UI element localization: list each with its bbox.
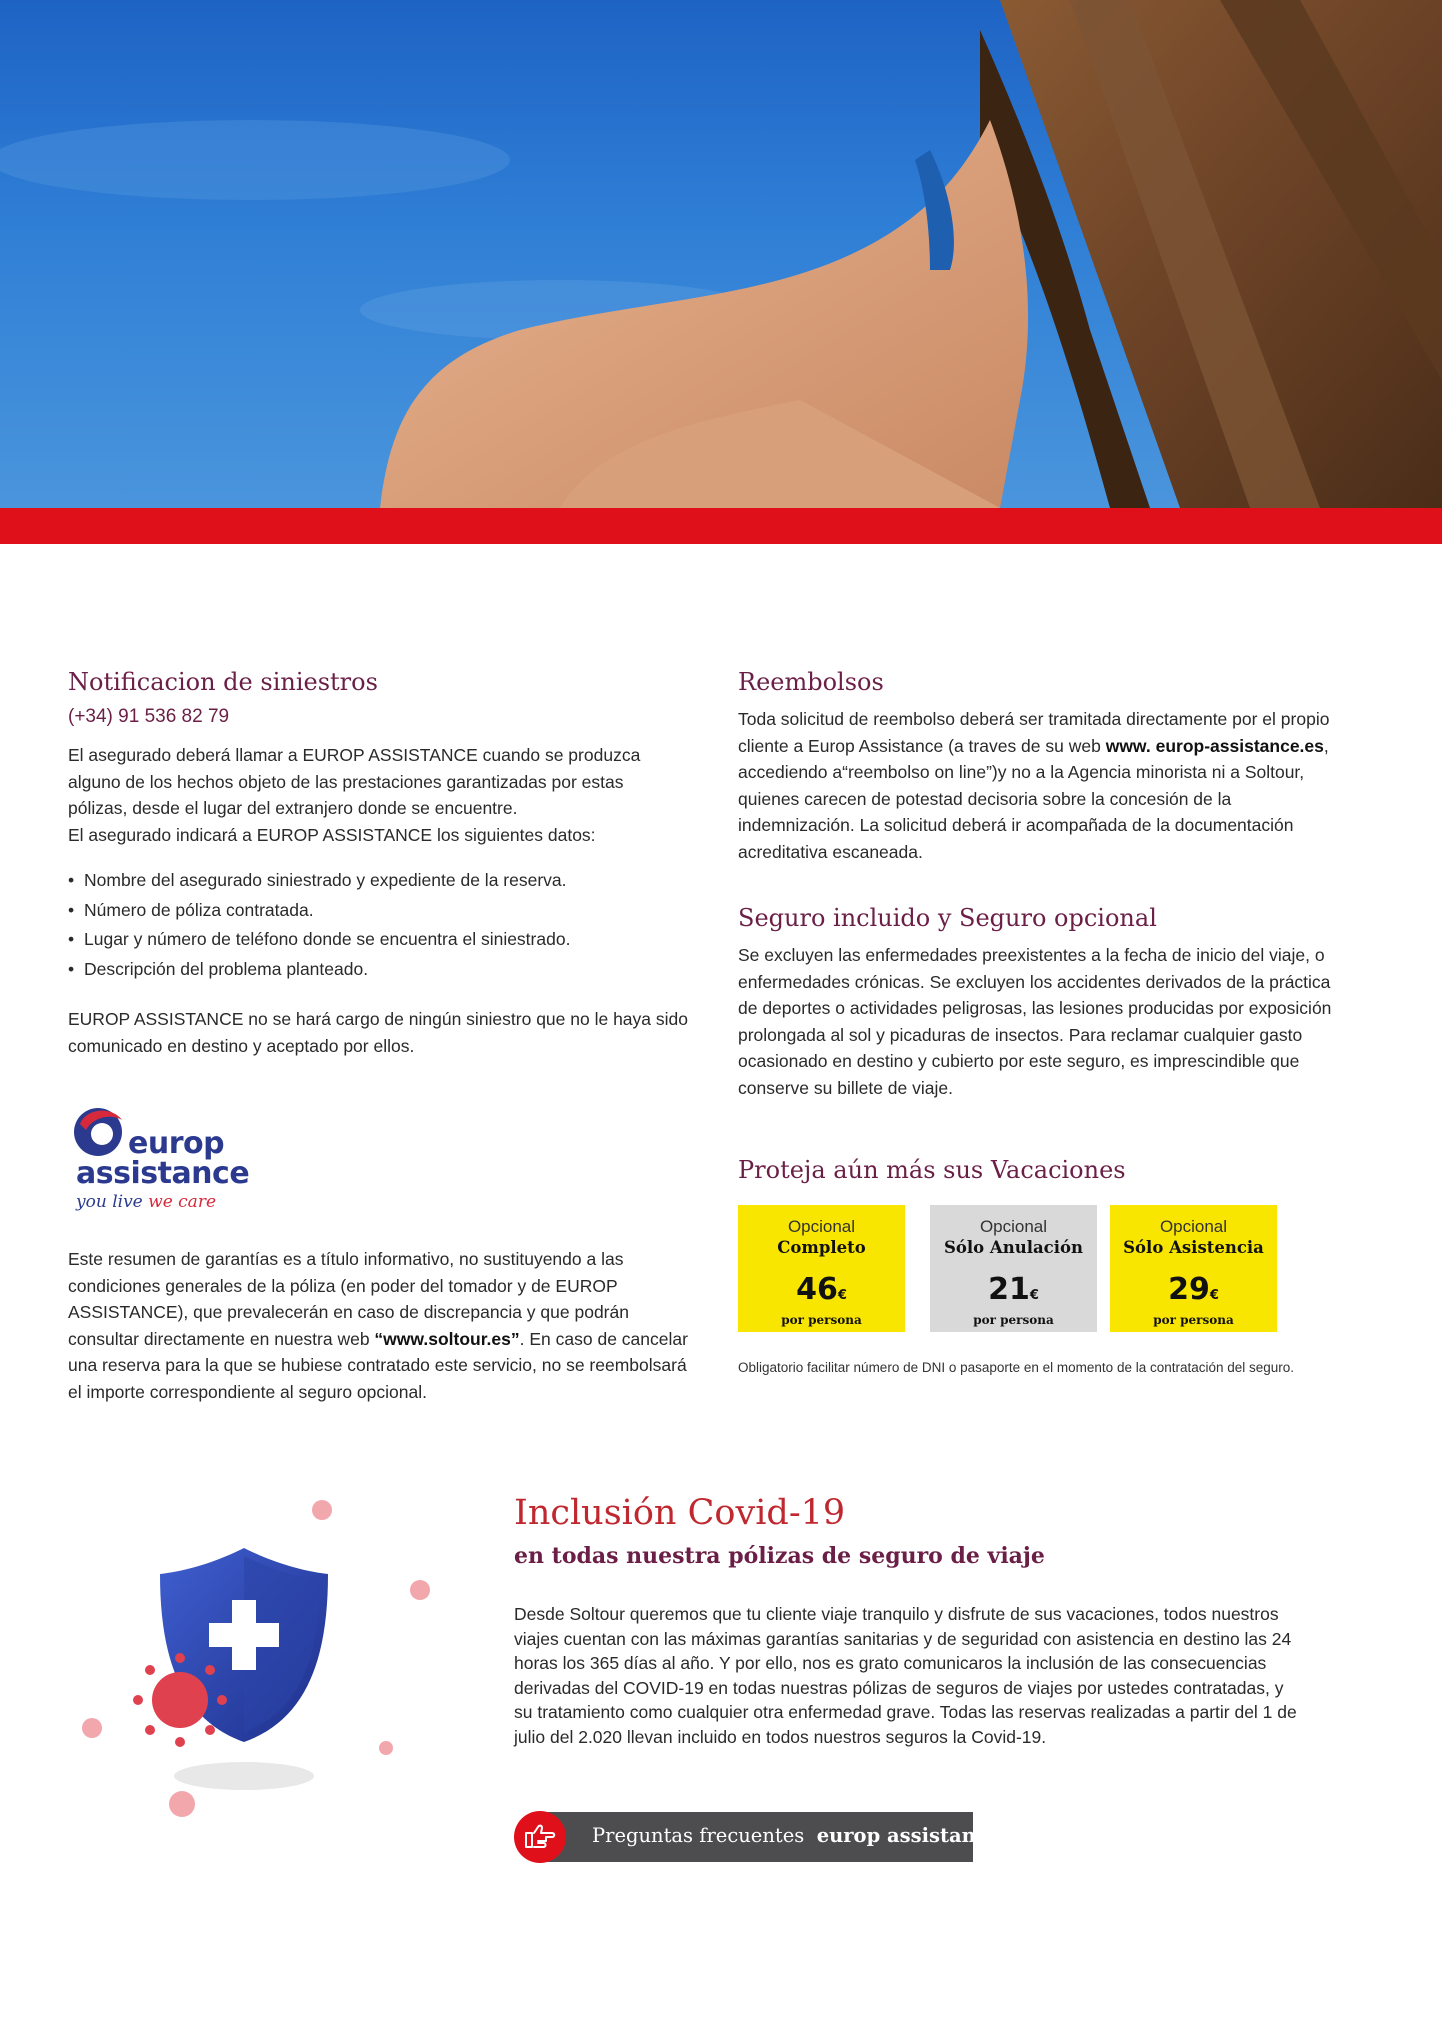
notificacion-p2: El asegurado indicará a EUROP ASSISTANCE los siguientes datos:: [68, 824, 596, 845]
notificacion-paragraph-1: [68, 742, 668, 848]
price-amount: 46: [796, 1272, 838, 1307]
required-data-list: [68, 870, 668, 988]
hero-photo: [0, 0, 1442, 508]
option-name: Sólo Asistencia: [1123, 1238, 1264, 1257]
faq-europ-assistance-button[interactable]: [514, 1811, 1001, 1863]
reembolsos-paragraph: [738, 706, 1338, 865]
logo-text-assistance: assistance: [76, 1156, 250, 1191]
option-price: [930, 1272, 1097, 1311]
logo-tagline: [76, 1192, 216, 1212]
option-label: Opcional: [787, 1217, 856, 1236]
price-amount: 21: [988, 1272, 1030, 1307]
price-currency: €: [837, 1288, 847, 1303]
list-item: • Nombre del asegurado siniestrado y expediente de la reserva.: [68, 870, 668, 900]
red-divider-bar: [0, 508, 1442, 544]
covid-shield-illustration: [70, 1480, 470, 1840]
price-per: por persona: [973, 1313, 1054, 1327]
option-label: Opcional: [979, 1217, 1048, 1236]
price-currency: €: [1209, 1288, 1219, 1303]
option-name: Sólo Anulación: [943, 1238, 1083, 1257]
list-item: • Descripción del problema planteado.: [68, 959, 668, 989]
faq-label: [592, 1824, 1000, 1847]
pointing-hand-icon: [524, 1823, 556, 1851]
reembolsos-web-link[interactable]: www. europ-assistance.es: [1105, 735, 1324, 756]
option-price: [738, 1272, 905, 1311]
reembolsos-title: Reembolsos: [738, 668, 884, 696]
option-name: Completo: [777, 1238, 866, 1257]
list-item: • Número de póliza contratada.: [68, 900, 668, 930]
covid-paragraph: Desde Soltour queremos que tu cliente viaje tranquilo y disfrute de sus vacaciones, todos nuestros viajes cuentan con las máximas garantías sanitarias y de seguridad con asistencia en destino las 24 horas los 365 días al año. Y por ello, nos es grato comunicaros la inclusión de las consecuencias derivadas del COVID-19 en todas nuestras pólizas de seguros de viajes por ustedes contratadas, y su tratamiento como cualquier otra enfermedad grave. Todas las reservas realizadas a partir del 1 de julio del 2.020 llevan incluido en todos nuestros seguros la Covid-19.: [514, 1604, 1297, 1747]
hero-illustration: [0, 0, 1442, 508]
reembolsos-after: , accediendo a“reembolso on line”)y no a la Agencia minorista ni a Soltour, quienes carecen de potestad decisoria sobre la concesión de la indemnización. La solicitud deberá ir acompañada de la documentación acreditativa escaneada.: [738, 735, 1329, 862]
europ-logo-icon: [72, 1104, 128, 1160]
price-amount: 29: [1168, 1272, 1210, 1307]
claims-phone-number[interactable]: (+34) 91 536 82 79: [68, 706, 230, 727]
disclaimer-before: Este resumen de garantías es a título informativo, no sustituyendo a las condiciones generales de la póliza (en poder del tomador y de EUROP ASSISTANCE), que prevalecerán en caso de discrepancia y que podrán consultar directamente en nuestra web: [68, 1249, 629, 1349]
reembolsos-before: Toda solicitud de reembolso deberá ser tramitada directamente por el propio cliente a Europ Assistance (a traves de su web: [738, 709, 1330, 756]
proteja-title: Proteja aún más sus Vacaciones: [738, 1156, 1126, 1184]
disclaimer-paragraph: [68, 1246, 688, 1405]
tagline-a: you live: [76, 1192, 143, 1212]
notificacion-p1: El asegurado deberá llamar a EUROP ASSISTANCE cuando se produzca alguno de los hechos objeto de las prestaciones garantizadas por estas pólizas, desde el lugar del extranjero donde se encuentre.: [68, 745, 641, 818]
price-per: por persona: [1153, 1313, 1234, 1327]
disclaimer-after: . En caso de cancelar una reserva para la que se hubiese contratado este servicio, no se reembolsará el importe correspondiente al seguro opcional.: [68, 1328, 688, 1402]
covid-subtitle: en todas nuestra pólizas de seguro de viaje: [514, 1543, 1045, 1569]
option-label: Opcional: [1159, 1217, 1228, 1236]
faq-brand: europ assistance: [816, 1824, 1001, 1847]
option-asistencia-card[interactable]: [1110, 1205, 1277, 1332]
tagline-b: we care: [148, 1192, 216, 1212]
seguro-title: Seguro incluido y Seguro opcional: [738, 904, 1157, 932]
logo-text-europ: europ: [128, 1126, 225, 1161]
dni-note: Obligatorio facilitar número de DNI o pasaporte en el momento de la contratación del seguro.: [738, 1360, 1295, 1375]
faq-label-text: Preguntas frecuentes: [592, 1824, 805, 1847]
price-per: por persona: [781, 1313, 862, 1327]
list-item: • Lugar y número de teléfono donde se encuentra el siniestrado.: [68, 929, 668, 959]
option-completo-card[interactable]: [738, 1205, 905, 1332]
notificacion-paragraph-3: EUROP ASSISTANCE no se hará cargo de ningún siniestro que no le haya sido comunicado en destino y aceptado por ellos.: [68, 1009, 688, 1056]
price-currency: €: [1029, 1288, 1039, 1303]
option-price: [1110, 1272, 1277, 1311]
notificacion-title: Notificacion de siniestros: [68, 668, 378, 696]
faq-icon-circle: [514, 1811, 566, 1863]
covid-title: Inclusión Covid-19: [514, 1493, 846, 1533]
seguro-paragraph: Se excluyen las enfermedades preexistentes a la fecha de inicio del viaje, o enfermedades crónicas. Se excluyen los accidentes derivados de la práctica de deportes o actividades peligrosas, las lesiones producidas por exposición prolongada al sol y picaduras de insectos. Para reclamar cualquier gasto ocasionado en destino y cubierto por este seguro, es imprescindible que conserve su billete de viaje.: [738, 945, 1332, 1098]
disclaimer-web-link[interactable]: “www.soltour.es”: [374, 1328, 520, 1349]
option-anulacion-card[interactable]: [930, 1205, 1097, 1332]
europ-assistance-logo: [72, 1104, 250, 1220]
